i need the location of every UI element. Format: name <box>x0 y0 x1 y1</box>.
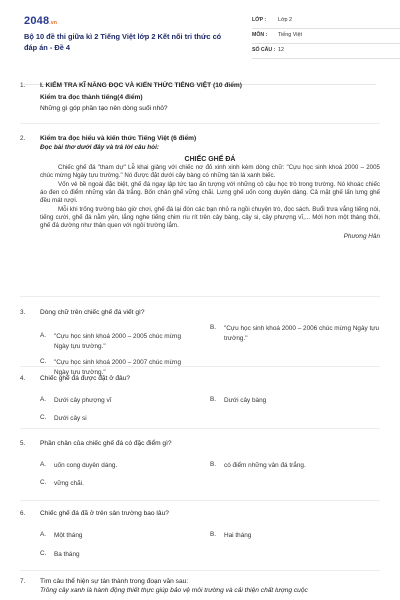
reading-title: CHIẾC GHẾ ĐÁ <box>184 155 236 163</box>
option-letter: B. <box>210 460 217 468</box>
option-a[interactable] <box>40 396 111 406</box>
option-letter: A. <box>40 395 47 403</box>
logo-suffix: .vn <box>49 20 58 26</box>
question-text: Những gì góp phần tạo nên dòng suối nhỏ? <box>40 104 168 112</box>
question-number: 4. <box>20 375 26 382</box>
divider <box>20 428 380 429</box>
option-text: Hai tháng <box>224 531 252 539</box>
question-number: 1. <box>20 82 26 89</box>
option-letter: C. <box>40 549 47 557</box>
meta-value: Lớp 2 <box>278 17 293 24</box>
option-text: vững chãi. <box>54 479 84 487</box>
meta-row-subject <box>252 29 400 44</box>
option-text: Dưới cây bàng <box>224 396 267 404</box>
reading-paragraph: Chiếc ghế đá "tham dự" Lễ khai giảng với chiếc nơ đỏ xinh xinh kèm dòng chữ: "Cựu học sinh khoá 2000 – 2005 chúc mừng Ngày tựu trường." Nó được đặt dưới cây bàng có những tán lá xanh biếc. <box>40 163 380 180</box>
option-b[interactable] <box>210 461 306 471</box>
divider <box>20 366 380 367</box>
option-letter: B. <box>210 323 217 331</box>
option-b[interactable] <box>210 396 266 406</box>
option-text: "Cựu học sinh khoá 2000 – 2006 chúc mừng Ngày tựu trường." <box>224 324 380 342</box>
site-logo[interactable] <box>24 14 57 29</box>
option-text: uốn cong duyên dáng. <box>54 461 118 469</box>
option-a[interactable] <box>40 531 82 541</box>
divider <box>20 296 380 297</box>
options <box>40 455 380 489</box>
options <box>40 525 380 559</box>
option-text: "Cựu học sinh khoá 2000 – 2007 chúc mừng Ngày tựu trường." <box>54 358 182 376</box>
meta-row-class <box>252 14 400 29</box>
question-number: 6. <box>20 510 26 517</box>
option-text: "Cựu học sinh khoá 2000 – 2005 chúc mừng Ngày tựu trường." <box>54 332 182 350</box>
option-letter: C. <box>40 413 47 421</box>
document-title: Bộ 10 đề thi giữa kì 2 Tiếng Việt lớp 2 Kết nối tri thức có đáp án - Đề 4 <box>24 32 222 52</box>
question-number: 7. <box>20 578 26 585</box>
question-7 <box>20 578 380 596</box>
question-1 <box>20 82 380 114</box>
option-letter: A. <box>40 331 47 339</box>
option-text: Dưới cây phượng vĩ <box>54 396 112 404</box>
option-letter: C. <box>40 357 47 365</box>
question-number: 2. <box>20 135 26 142</box>
question-text: Chiếc ghế đá được đặt ở đâu? <box>40 375 131 382</box>
option-letter: C. <box>40 478 47 486</box>
option-text: Dưới cây si <box>54 414 87 422</box>
option-b[interactable] <box>210 531 251 541</box>
option-letter: B. <box>210 530 217 538</box>
option-c[interactable] <box>40 550 80 560</box>
option-text: có điểm những vân đá trắng. <box>224 461 306 469</box>
meta-key: SỐ CÂU : <box>252 47 276 54</box>
question-passage: Trồng cây xanh là hành động thiết thực giúp bảo vệ môi trường và cải thiện chất lượng cuộc <box>40 586 308 594</box>
option-text: Một tháng <box>54 531 83 539</box>
options <box>40 390 380 424</box>
question-title: I. KIỂM TRA KĨ NĂNG ĐỌC VÀ KIẾN THỨC TIẾNG VIỆT (10 điểm) <box>40 82 242 89</box>
option-letter: A. <box>40 530 47 538</box>
divider <box>20 123 380 124</box>
option-c[interactable] <box>40 414 87 424</box>
question-text: Dòng chữ trên chiếc ghế đá viết gì? <box>40 309 145 316</box>
divider <box>20 500 380 501</box>
option-c[interactable] <box>40 479 84 489</box>
question-5 <box>20 440 380 489</box>
question-number: 5. <box>20 440 26 447</box>
question-2 <box>20 135 380 241</box>
question-6 <box>20 510 380 559</box>
question-4 <box>20 375 380 424</box>
meta-row-count <box>252 44 400 59</box>
question-title: Kiểm tra đọc hiểu và kiến thức Tiếng Việt (6 điểm) <box>40 135 197 142</box>
option-b[interactable] <box>210 324 380 343</box>
option-a[interactable] <box>40 461 117 471</box>
question-instruction: Đọc bài thơ dưới đây và trả lời câu hỏi: <box>40 143 159 151</box>
option-letter: B. <box>210 395 217 403</box>
header <box>24 14 384 68</box>
meta-table <box>252 14 400 59</box>
question-text: Chiếc ghế đá đã ở trên sân trường bao lâu? <box>40 510 169 517</box>
logo-text: 2048 <box>24 15 50 27</box>
meta-value: Tiếng Việt <box>278 32 302 39</box>
meta-value: 12 <box>278 47 284 54</box>
reading-paragraph: Mỗi khi trống trường báo giờ chơi, ghế đá lại đón các bạn nhỏ ra ngồi chuyện trò, đọc sách. Buổi trưa vắng tiếng nói, tiếng cười, ghế đá nằm yên, lắng nghe tiếng chim ríu rít trên cây bàng, cây si, cây phượng vĩ,... Mới hơn một tháng thôi, ghế đá dường như thân quen với ngôi trường lắm. <box>40 205 380 230</box>
reading-paragraph: Vốn vẻ bề ngoài đặc biệt, ghế đá ngay lập tức tạo ấn tượng với những cô cậu học trò trong trường. Nó khoác chiếc áo đen có điểm những vân đá trắng. Bốn chân ghế vững chãi. Lưng ghế uốn cong duyên dáng. Cả mặt ghế lấn lưng ghế đều mát rượi. <box>40 180 380 205</box>
question-subtitle: Kiểm tra đọc thành tiếng(4 điểm) <box>40 93 143 101</box>
divider <box>20 570 380 571</box>
question-text: Phần chân của chiếc ghế đá có đặc điểm gì? <box>40 440 172 447</box>
option-letter: A. <box>40 460 47 468</box>
meta-key: MÔN : <box>252 32 268 39</box>
reading-author: Phương Hân <box>343 232 380 240</box>
option-a[interactable] <box>40 332 190 351</box>
option-text: Ba tháng <box>54 550 80 558</box>
question-text: Tìm câu thể hiện sự tán thành trong đoạn văn sau: <box>40 578 189 585</box>
meta-key: LỚP : <box>252 17 267 24</box>
question-number: 3. <box>20 309 26 316</box>
